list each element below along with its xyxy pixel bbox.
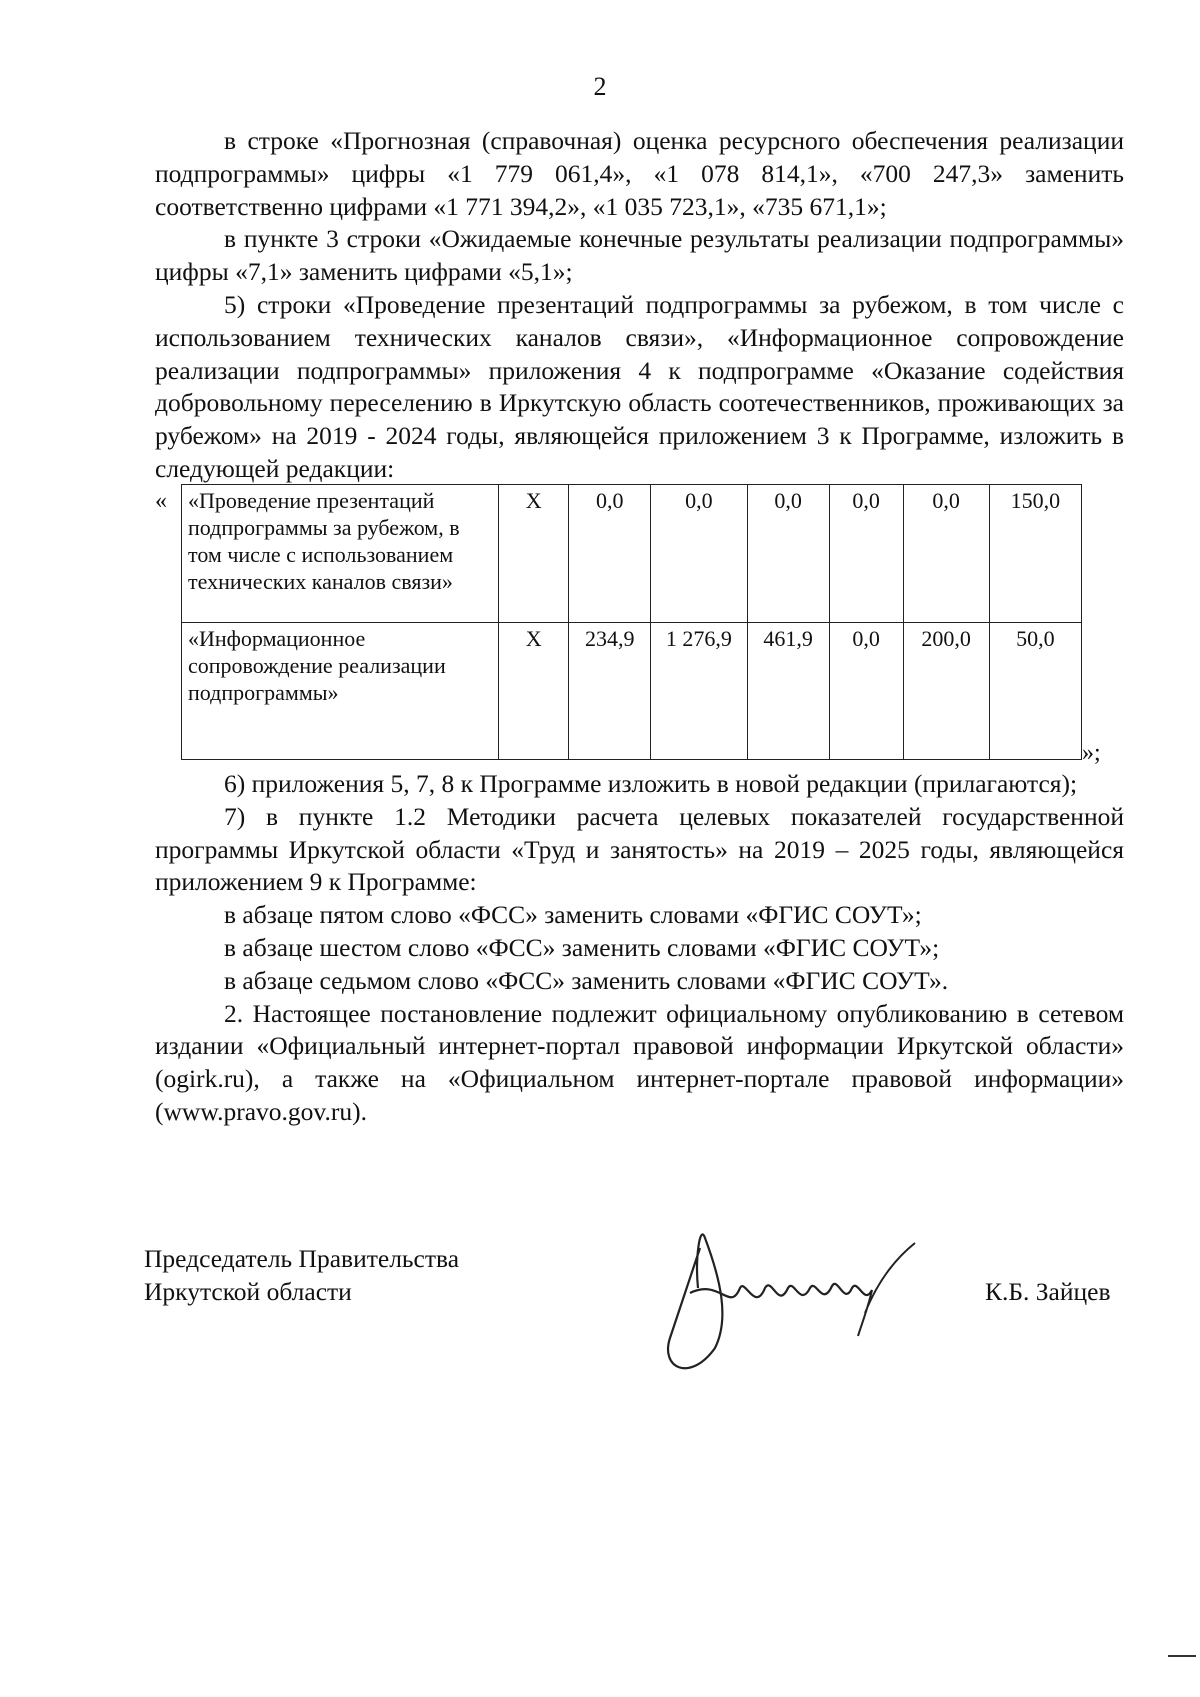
paragraph: в абзаце шестом слово «ФСС» заменить словами «ФГИС СОУТ»; [224, 932, 940, 962]
row-marker: Х [499, 623, 569, 760]
table-cell: 0,0 [829, 623, 903, 760]
paragraph: 2. Настоящее постановление подлежит официальному опубликованию в сетевом издании «Официальный интернет-портал правовой информации Иркутской области» (ogirk.ru), а также на «Официальном интернет-портале правовой информации» (www.pravo.gov.ru). [155, 998, 1124, 1126]
paragraph: 6) приложения 5, 7, 8 к Программе изложить в новой редакции (прилагаются); [224, 769, 1078, 798]
signatory-title-line: Председатель Правительства [144, 1244, 460, 1273]
paragraph: 7) в пункте 1.2 Методики расчета целевых показателей государственной программы Иркутской области «Труд и занятость» на 2019 – 2025 годы, являющейся приложением 9 к Программе: [155, 801, 1124, 897]
table-cell: 150,0 [989, 485, 1081, 623]
table-row [182, 485, 1082, 623]
signatory-name: К.Б. Зайцев [985, 1277, 1111, 1306]
table-cell: 461,9 [747, 623, 829, 760]
table-cell: 50,0 [989, 623, 1081, 760]
table-cell: 0,0 [903, 485, 989, 623]
paragraph: в пункте 3 строки «Ожидаемые конечные результаты реализации подпрограммы» цифры «7,1» заменить цифрами «5,1»; [155, 224, 1124, 287]
amendment-table [181, 484, 1082, 760]
paragraph: 5) строки «Проведение презентаций подпрограммы за рубежом, в том числе с использованием технических каналов связи», «Информационное сопровождение реализации подпрограммы» приложения 4 к подпрограмме «Оказание содействия добровольному переселению в Иркутскую область соотечественников, проживающих за рубежом» на 2019 - 2024 годы, являющейся приложением 3 к Программе, изложить в следующей редакции: [155, 289, 1124, 483]
table-cell: 0,0 [829, 485, 903, 623]
table-cell: 0,0 [651, 485, 747, 623]
table-cell: 234,9 [569, 623, 651, 760]
signatory-title-line: Иркутской области [144, 1276, 352, 1306]
row-name: «Проведение презентаций подпрограммы за рубежом, в том числе с использованием технических каналов связи» [182, 485, 499, 623]
table-cell: 200,0 [903, 623, 989, 760]
margin-mark [1168, 1655, 1196, 1657]
signatory-title [144, 1243, 459, 1308]
paragraph: в строке «Прогнозная (справочная) оценка ресурсного обеспечения реализации подпрограммы» цифры «1 779 061,4», «1 078 814,1», «700 247,3» заменить соответственно цифрами «1 771 394,2», «1 035 723,1», «735 671,1»; [155, 126, 1124, 221]
table-cell: 0,0 [569, 485, 651, 623]
page-number: 2 [593, 72, 607, 101]
paragraph: в абзаце пятом слово «ФСС» заменить словами «ФГИС СОУТ»; [224, 900, 922, 930]
table-open-quote: « [155, 488, 167, 514]
table-close-quote: »; [1082, 740, 1101, 766]
row-name: «Информационное сопровождение реализации подпрограммы» [182, 623, 499, 760]
body-text-top [155, 125, 1124, 486]
table-cell: 0,0 [747, 485, 829, 623]
table-cell: 1 276,9 [651, 623, 747, 760]
body-text-bottom [155, 768, 1124, 1129]
handwritten-signature [660, 1218, 960, 1388]
row-marker: Х [499, 485, 569, 623]
paragraph: в абзаце седьмом слово «ФСС» заменить словами «ФГИС СОУТ». [224, 965, 949, 995]
table-row [182, 623, 1082, 760]
